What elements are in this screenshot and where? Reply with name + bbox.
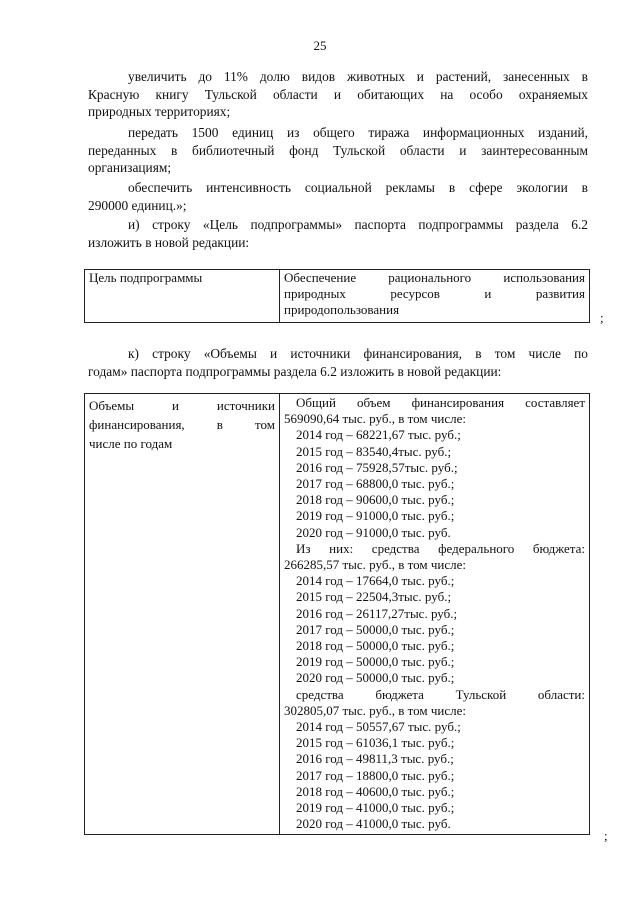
- text-line: годам» паспорта подпрограммы раздела 6.2 изложить в новой редакции:: [88, 363, 502, 379]
- financing-line: 2017 год – 68800,0 тыс. руб.;: [296, 476, 455, 492]
- goal-value-line: природопользования: [284, 302, 400, 318]
- table-row: [85, 270, 590, 323]
- text-line: переданных в библиотечный фонд Тульской области и заинтересованным: [88, 142, 588, 158]
- financing-line: средства бюджета Тульской области:: [296, 686, 585, 702]
- financing-line: 2018 год – 90600,0 тыс. руб.;: [296, 492, 455, 508]
- paragraph-item-k: [88, 345, 588, 380]
- financing-line: 2016 год – 26117,27тыс. руб.;: [296, 605, 458, 621]
- goal-table: [84, 269, 590, 323]
- text-line: организациям;: [88, 160, 172, 175]
- financing-line: 266285,57 тыс. руб., в том числе:: [284, 557, 466, 573]
- financing-line: 2016 год – 75928,57тыс. руб.;: [296, 459, 458, 475]
- financing-line: 2019 год – 50000,0 тыс. руб.;: [296, 654, 455, 670]
- financing-line: 2014 год – 50557,67 тыс. руб.;: [296, 719, 461, 735]
- financing-line: Общий объем финансирования составляет: [296, 395, 585, 410]
- text-line: Красную книгу Тульской области и обитающих на особо охраняемых: [88, 86, 588, 102]
- financing-line: Из них: средства федерального бюджета:: [296, 540, 585, 556]
- text-line: 290000 единиц.»;: [88, 197, 187, 213]
- financing-line: 2014 год – 17664,0 тыс. руб.;: [296, 573, 455, 589]
- financing-value-cell: [280, 394, 590, 835]
- financing-line: 2020 год – 41000,0 тыс. руб.: [296, 816, 451, 832]
- financing-table: [84, 393, 590, 835]
- financing-line: 2015 год – 22504,3тыс. руб.;: [296, 589, 452, 605]
- financing-line: 2017 год – 18800,0 тыс. руб.;: [296, 767, 455, 783]
- goal-label: Цель подпрограммы: [89, 270, 203, 285]
- goal-value-line: природных ресурсов и развития: [284, 286, 585, 302]
- financing-line: 2019 год – 91000,0 тыс. руб.;: [296, 508, 455, 524]
- goal-value-line: Обеспечение рационального использования: [284, 270, 585, 285]
- table1-semicolon: ;: [600, 310, 604, 325]
- financing-label-line: Объемы и источники: [89, 398, 275, 413]
- text-line: передать 1500 единиц из общего тиража информационных изданий,: [128, 125, 588, 140]
- goal-value-cell: [280, 270, 590, 323]
- page-number: 25: [313, 38, 327, 53]
- paragraph-publications: [88, 124, 588, 177]
- financing-line: 2015 год – 61036,1 тыс. руб.;: [296, 735, 455, 751]
- goal-label-cell: [85, 270, 280, 323]
- financing-line: 569090,64 тыс. руб., в том числе:: [284, 411, 466, 427]
- text-line: обеспечить интенсивность социальной рекламы в сфере экологии в: [128, 180, 588, 195]
- text-line: увеличить до 11% долю видов животных и растений, занесенных в: [128, 69, 588, 84]
- financing-line: 2017 год – 50000,0 тыс. руб.;: [296, 621, 455, 637]
- table-row: [85, 394, 590, 835]
- text-line: и) строку «Цель подпрограммы» паспорта подпрограммы раздела 6.2: [128, 217, 588, 232]
- financing-line: 2016 год – 49811,3 тыс. руб.;: [296, 751, 454, 767]
- financing-line: 2020 год – 91000,0 тыс. руб.: [296, 524, 451, 540]
- financing-line: 2014 год – 68221,67 тыс. руб.;: [296, 427, 461, 443]
- financing-label-line: финансирования, в том: [89, 417, 275, 433]
- paragraph-red-book: [88, 68, 588, 121]
- text-line: изложить в новой редакции:: [88, 234, 250, 250]
- financing-line: 2018 год – 40600,0 тыс. руб.;: [296, 783, 455, 799]
- text-line: природных территориях;: [88, 104, 231, 119]
- financing-label-line: числе по годам: [89, 436, 173, 452]
- paragraph-item-i: [88, 216, 588, 251]
- paragraph-social-ads: [88, 179, 588, 214]
- financing-line: 2019 год – 41000,0 тыс. руб.;: [296, 800, 455, 816]
- financing-line: 2018 год – 50000,0 тыс. руб.;: [296, 638, 455, 654]
- financing-label-cell: [85, 394, 280, 835]
- financing-line: 2020 год – 50000,0 тыс. руб.;: [296, 670, 455, 686]
- financing-line: 2015 год – 83540,4тыс. руб.;: [296, 443, 452, 459]
- text-line: к) строку «Объемы и источники финансирования, в том числе по: [128, 346, 588, 361]
- financing-line: 302805,07 тыс. руб., в том числе:: [284, 702, 466, 718]
- table2-semicolon: ;: [604, 828, 608, 843]
